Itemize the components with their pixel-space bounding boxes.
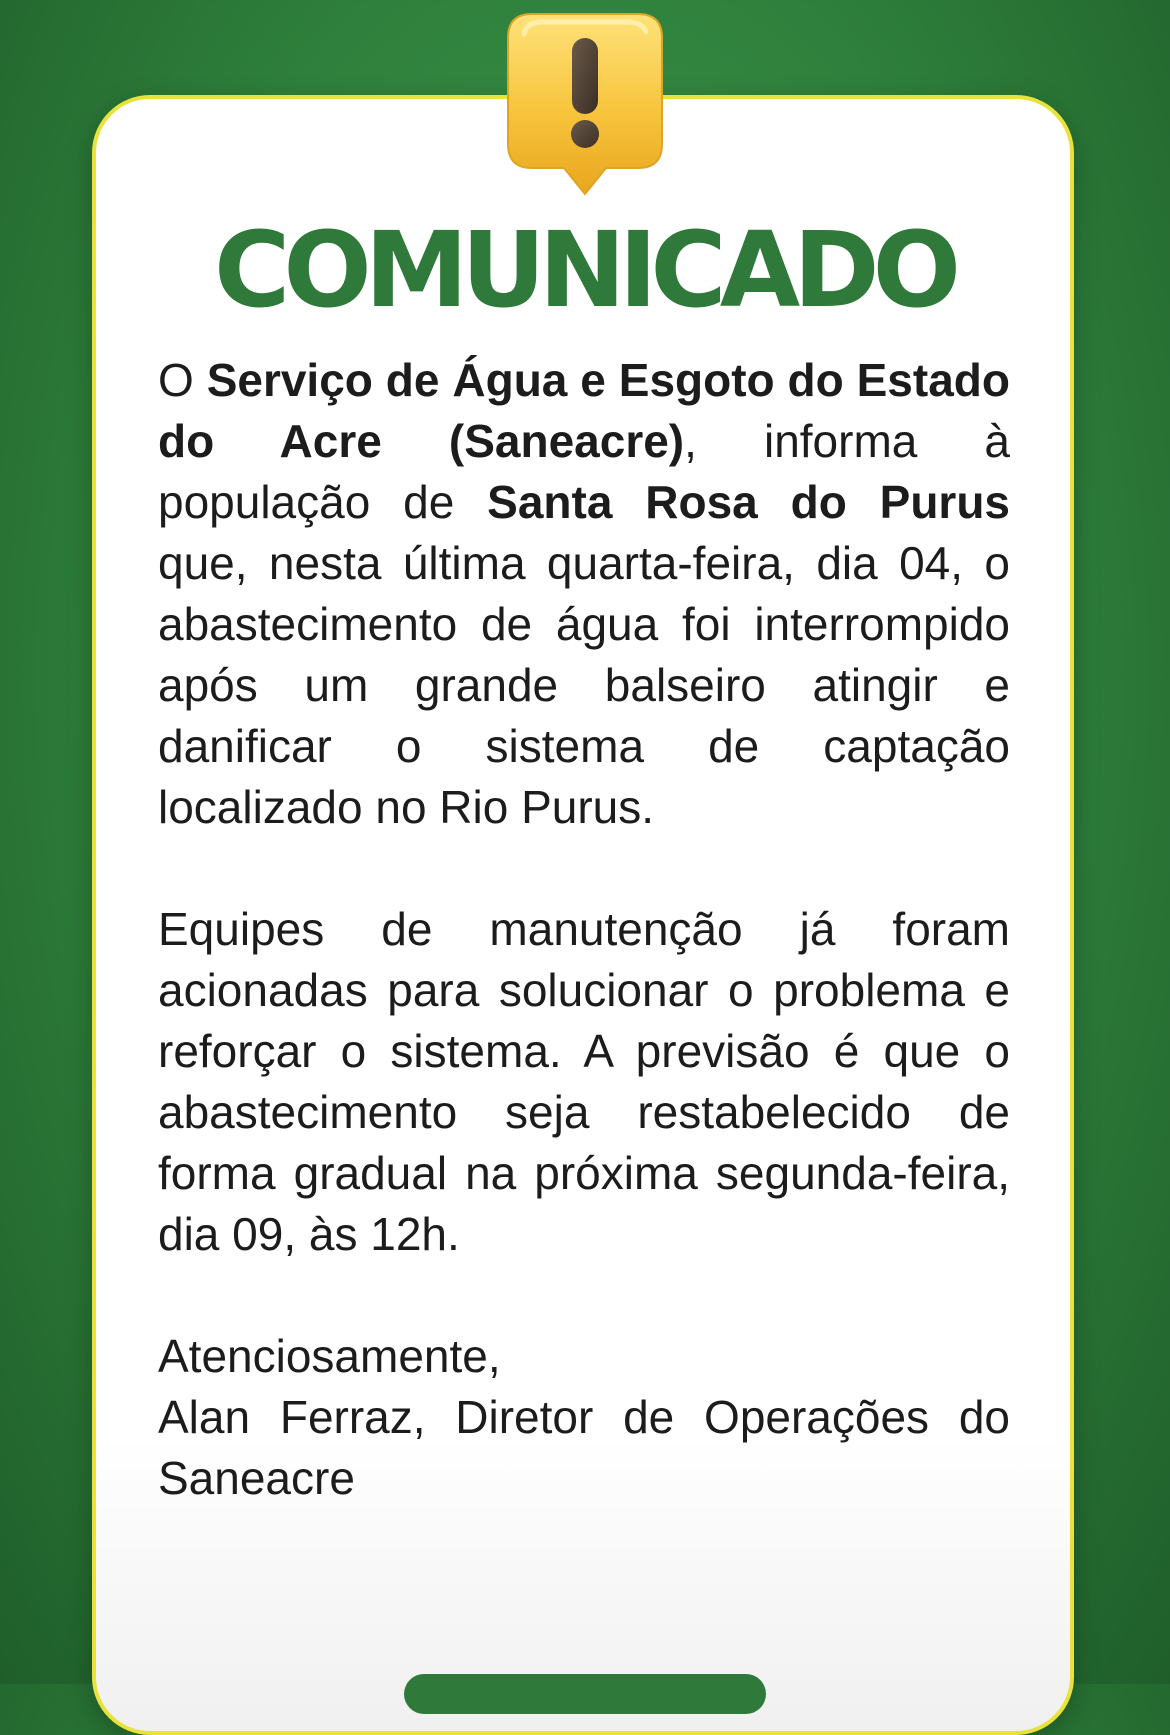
paragraph-maintenance: Equipes de manutenção já foram acionadas para solucionar o problema e reforçar o sistema. A previsão é que o abastecimento seja restabelecido de forma gradual na próxima segunda-feira, dia 09, às 12h. xyxy=(158,903,1010,1260)
organization-name: Serviço de Água e Esgoto do Estado do Acre (Saneacre) xyxy=(158,354,1010,467)
page-title: COMUNICADO xyxy=(214,209,954,331)
signature-block xyxy=(158,1326,1010,1509)
closing-salutation: Atenciosamente, xyxy=(158,1330,501,1382)
paragraph-intro-mid: , informa à população de xyxy=(158,415,1011,528)
signature-organization: Saneacre xyxy=(158,1452,355,1504)
paragraph-intro-rest: que, nesta última quarta-feira, dia 04, o abastecimento de água foi interrompido após um grande balseiro atingir e danificar o sistema de captação localizado no Rio Purus. xyxy=(158,537,1010,833)
city-name: Santa Rosa do Purus xyxy=(487,476,1010,528)
bottom-tab-decoration xyxy=(404,1674,766,1714)
paragraph-intro xyxy=(158,350,1010,838)
exclamation-alert-icon xyxy=(502,8,668,198)
notice-body xyxy=(158,350,1010,1509)
paragraph-intro-prefix: O xyxy=(158,354,207,406)
signature-name-title: Alan Ferraz, Diretor de Operações do xyxy=(158,1391,1010,1443)
